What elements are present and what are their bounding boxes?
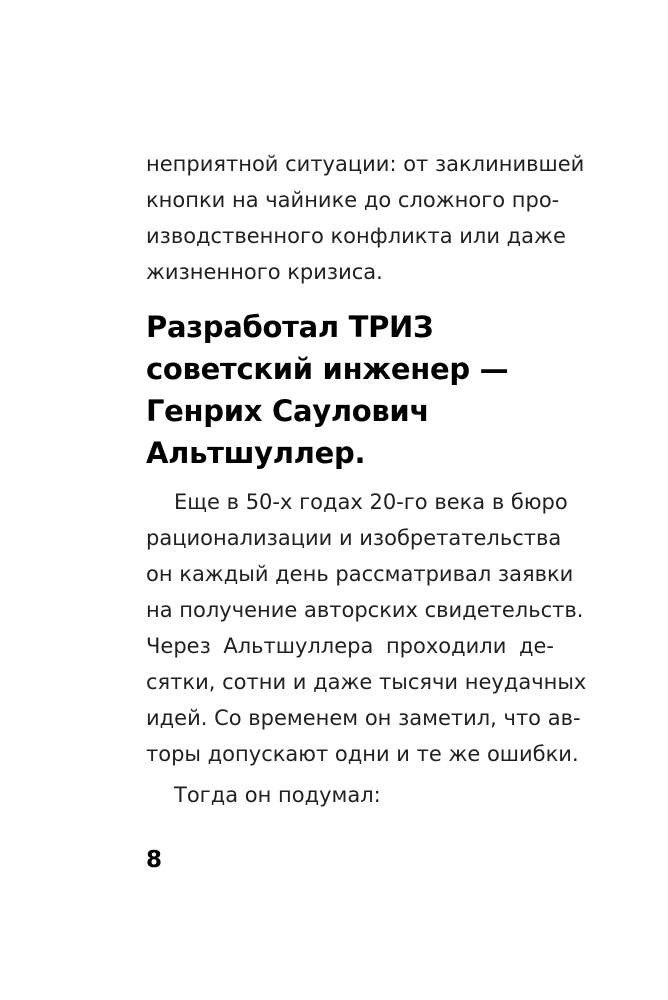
heading-line: Генрих Саулович <box>146 394 430 428</box>
heading-line: Разработал ТРИЗ <box>146 310 434 344</box>
text-line: кнопки на чайнике до сложного про- <box>146 188 560 212</box>
paragraph-then-he-thought <box>146 777 554 813</box>
text-line: на получение авторских свидетельств. <box>146 598 584 622</box>
text-line: жизненного кризиса. <box>146 260 383 284</box>
paragraph-continuation <box>146 146 585 290</box>
paragraph-altshuller <box>146 484 587 772</box>
text-line: изводственного конфликта или даже <box>146 224 566 248</box>
heading-line: Альтшуллер. <box>146 436 366 470</box>
text-line: сятки, сотни и даже тысячи неудачных <box>146 670 587 694</box>
text-line: Тогда он подумал: <box>174 783 381 807</box>
text-line: рационализации и изобретательства <box>146 526 562 550</box>
text-line: идей. Со временем он заметил, что ав- <box>146 706 581 730</box>
text-line: Еще в 50-х годах 20-го века в бюро <box>174 490 568 514</box>
text-line: неприятной ситуации: от заклинившей <box>146 152 585 176</box>
text-line: он каждый день рассматривал заявки <box>146 562 574 586</box>
page-number: 8 <box>146 847 163 873</box>
section-heading <box>146 306 566 474</box>
text-line: Через Альтшуллера проходили де- <box>146 634 554 658</box>
text-line: торы допускают одни и те же ошибки. <box>146 742 579 766</box>
heading-line: советский инженер — <box>146 352 509 386</box>
